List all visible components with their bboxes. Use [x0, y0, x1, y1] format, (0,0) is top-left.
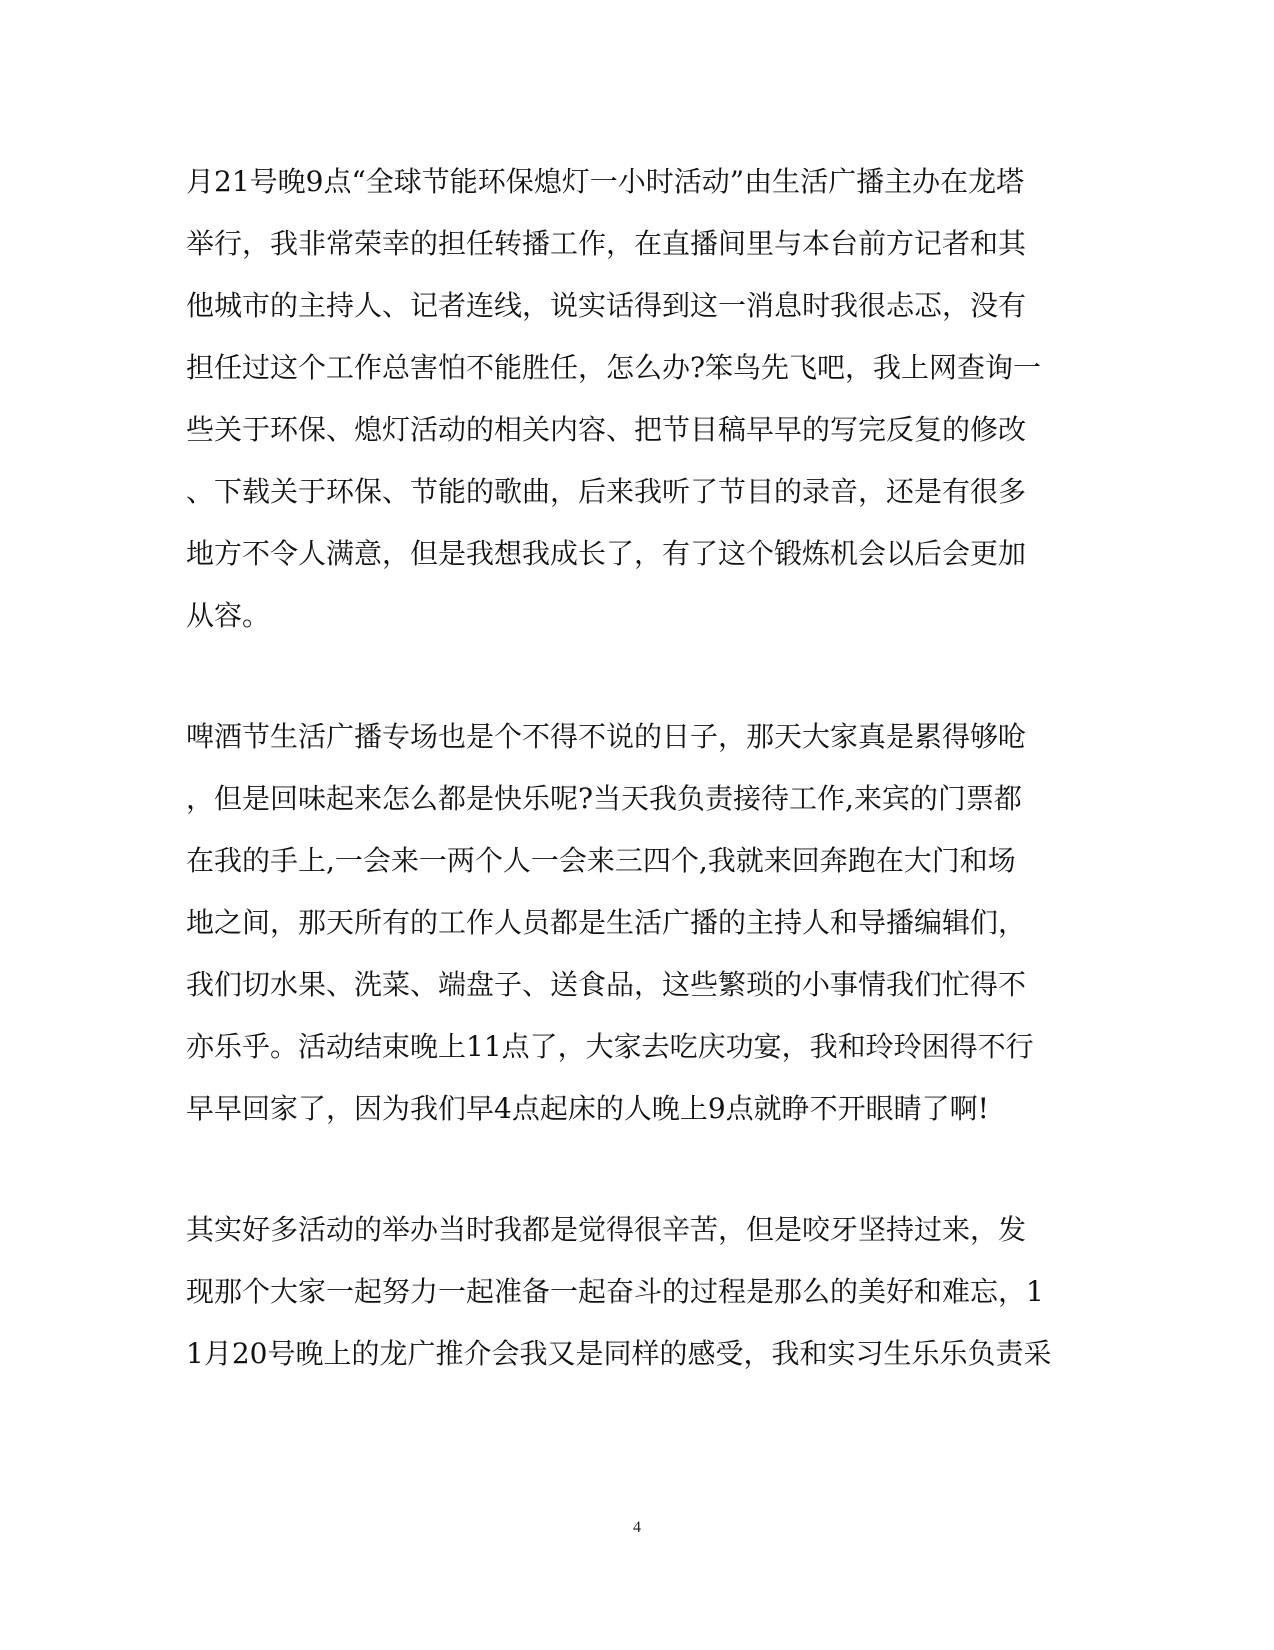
text-line: 啤酒节生活广播专场也是个不得不说的日子，那天大家真是累得够呛: [186, 720, 1027, 753]
text-line: 从容。: [186, 599, 271, 632]
text-line: ，但是回味起来怎么都是快乐呢?当天我负责接待工作,来宾的门票都: [186, 782, 1022, 815]
text-line: 他城市的主持人、记者连线，说实话得到这一消息时我很忐忑，没有: [186, 289, 1027, 322]
text-line: 在我的手上,一会来一两个人一会来三四个,我就来回奔跑在大门和场: [186, 844, 1016, 877]
text-line: 地之间，那天所有的工作人员都是生活广播的主持人和导播编辑们，: [186, 906, 1027, 939]
text-line: 举行，我非常荣幸的担任转播工作，在直播间里与本台前方记者和其: [186, 227, 1027, 260]
text-line: 些关于环保、熄灯活动的相关内容、把节目稿早早的写完反复的修改: [186, 413, 1027, 446]
text-line: 、下载关于环保、节能的歌曲，后来我听了节目的录音，还是有很多: [186, 475, 1027, 508]
text-line: 1月20号晚上的龙广推介会我又是同样的感受，我和实习生乐乐负责采: [186, 1337, 1052, 1370]
text-line: 早早回家了，因为我们早4点起床的人晚上9点就睁不开眼睛了啊!: [186, 1092, 989, 1125]
text-line: 我们切水果、洗菜、端盘子、送食品，这些繁琐的小事情我们忙得不: [186, 968, 1027, 1001]
text-line: 现那个大家一起努力一起准备一起奋斗的过程是那么的美好和难忘，1: [186, 1275, 1044, 1308]
text-line: 亦乐乎。活动结束晚上11点了，大家去吃庆功宴，我和玲玲困得不行: [186, 1030, 1034, 1063]
text-line: 地方不令人满意，但是我想我成长了，有了这个锻炼机会以后会更加: [186, 537, 1027, 570]
page-number: 4: [633, 1519, 641, 1536]
text-line: 担任过这个工作总害怕不能胜任，怎么办?笨鸟先飞吧，我上网查询一: [186, 351, 1042, 384]
text-line: 月21号晚9点“全球节能环保熄灯一小时活动”由生活广播主办在龙塔: [186, 165, 1025, 198]
text-line: 其实好多活动的举办当时我都是觉得很辛苦，但是咬牙坚持过来，发: [186, 1213, 1027, 1246]
